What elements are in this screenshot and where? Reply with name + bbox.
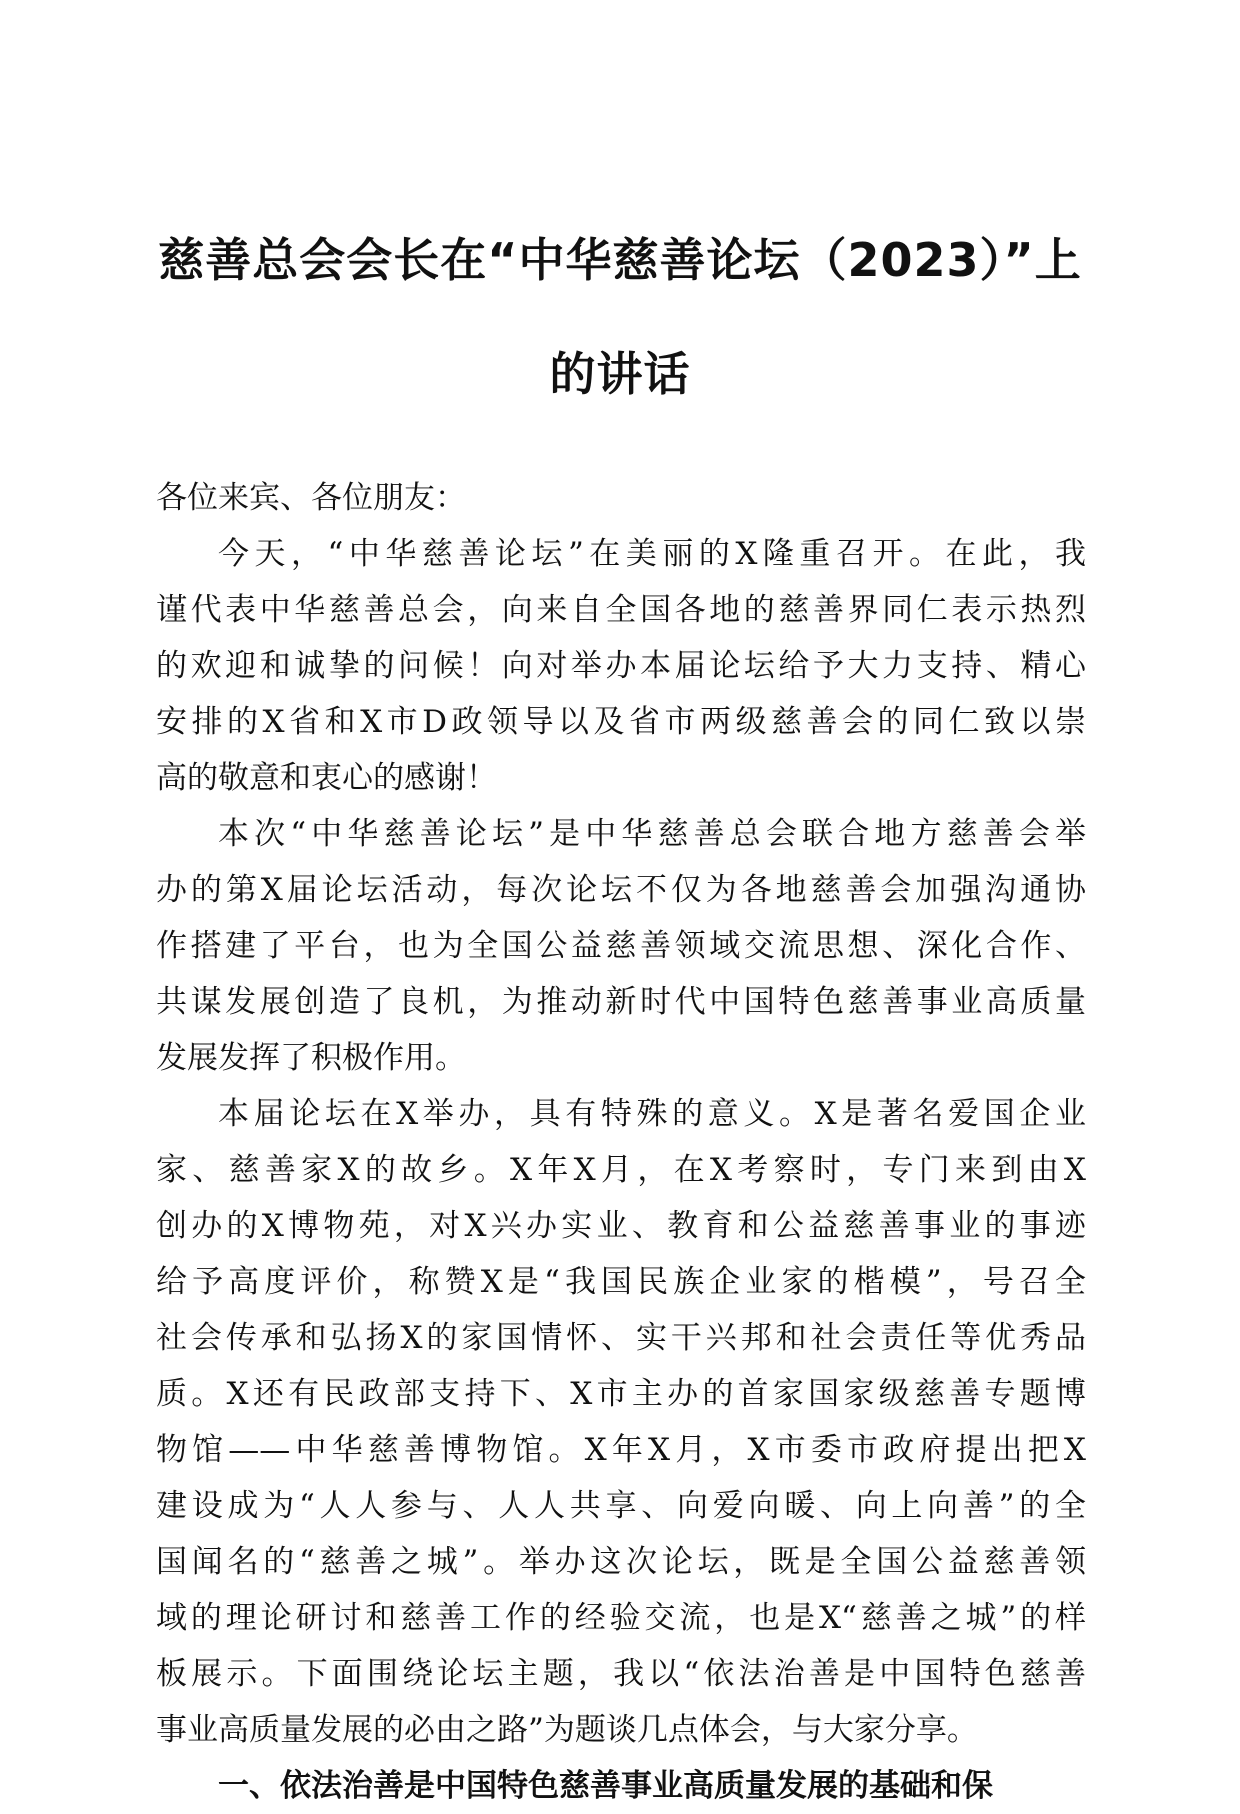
paragraph-line: 事业高质量发展的必由之路”为题谈几点体会，与大家分享。 [156, 1712, 978, 1748]
paragraph-line: 发展发挥了积极作用。 [156, 1040, 466, 1076]
paragraph-line: 给予高度评价，称赞X是“我国民族企业家的楷模”，号召全 [156, 1264, 1086, 1300]
paragraph-line: 作搭建了平台，也为全国公益慈善领域交流思想、深化合作、 [156, 928, 1086, 964]
document-title-line-2: 的讲话 [549, 347, 691, 401]
paragraph-line: 域的理论研讨和慈善工作的经验交流，也是X“慈善之城”的样 [156, 1600, 1086, 1636]
document-title-line-1: 慈善总会会长在“中华慈善论坛（2023）”上 [158, 233, 1082, 287]
document-body [156, 470, 1086, 1814]
paragraph-line: 谨代表中华慈善总会，向来自全国各地的慈善界同仁表示热烈 [156, 592, 1086, 628]
paragraph-1 [156, 526, 1086, 806]
paragraph-line: 创办的X博物苑，对X兴办实业、教育和公益慈善事业的事迹 [156, 1208, 1086, 1244]
paragraph-line: 的欢迎和诚挚的问候！向对举办本届论坛给予大力支持、精心 [156, 648, 1086, 684]
paragraph-line: 板展示。下面围绕论坛主题，我以“依法治善是中国特色慈善 [156, 1656, 1086, 1692]
paragraph-3 [156, 1086, 1086, 1758]
salutation: 各位来宾、各位朋友： [156, 480, 466, 516]
paragraph-line: 物馆——中华慈善博物馆。X年X月，X市委市政府提出把X [156, 1432, 1086, 1468]
section-heading: 一、依法治善是中国特色慈善事业高质量发展的基础和保 [218, 1768, 993, 1804]
paragraph-line: 本次“中华慈善论坛”是中华慈善总会联合地方慈善会举 [218, 816, 1086, 852]
paragraph-line: 今天，“中华慈善论坛”在美丽的X隆重召开。在此，我 [218, 536, 1086, 572]
paragraph-line: 家、慈善家X的故乡。X年X月，在X考察时，专门来到由X [156, 1152, 1086, 1188]
paragraph-line: 质。X还有民政部支持下、X市主办的首家国家级慈善专题博 [156, 1376, 1086, 1412]
paragraph-line: 本届论坛在X举办，具有特殊的意义。X是著名爱国企业 [218, 1096, 1086, 1132]
paragraph-line: 社会传承和弘扬X的家国情怀、实干兴邦和社会责任等优秀品 [156, 1320, 1086, 1356]
paragraph-2 [156, 806, 1086, 1086]
paragraph-line: 建设成为“人人参与、人人共享、向爱向暖、向上向善”的全 [156, 1488, 1086, 1524]
paragraph-line: 办的第X届论坛活动，每次论坛不仅为各地慈善会加强沟通协 [156, 872, 1086, 908]
paragraph-line: 共谋发展创造了良机，为推动新时代中国特色慈善事业高质量 [156, 984, 1086, 1020]
paragraph-line: 高的敬意和衷心的感谢！ [156, 760, 497, 796]
paragraph-line: 国闻名的“慈善之城”。举办这次论坛，既是全国公益慈善领 [156, 1544, 1086, 1580]
paragraph-line: 安排的X省和X市D政领导以及省市两级慈善会的同仁致以崇 [156, 704, 1086, 740]
